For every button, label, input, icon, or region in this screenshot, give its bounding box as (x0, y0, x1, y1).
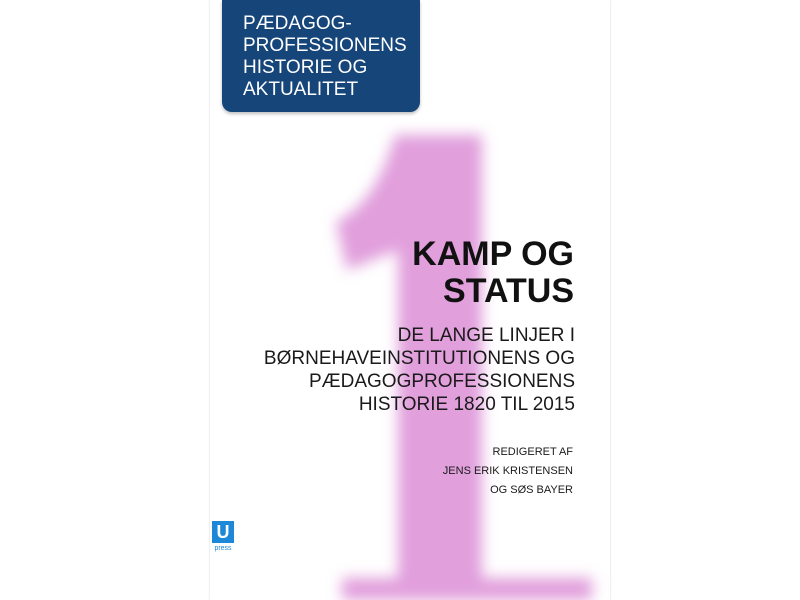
book-subtitle-line: HISTORIE 1820 TIL 2015 (358, 394, 575, 415)
book-title-line: KAMP OG (412, 235, 574, 273)
editors-credit-line: REDIGERET AF (492, 446, 573, 458)
book-subtitle-line: BØRNEHAVEINSTITUTIONENS OG (263, 348, 575, 369)
book-subtitle-line: PÆDAGOGPROFESSIONENS (308, 371, 575, 392)
editors-credit (310, 443, 573, 500)
series-title-line: PROFESSIONENS (243, 35, 407, 56)
book-title-line: STATUS (443, 272, 574, 310)
editors-credit-line: OG SØS BAYER (490, 484, 573, 496)
book-subtitle (230, 324, 575, 416)
series-title (243, 13, 428, 101)
series-title-line: AKTUALITET (243, 79, 359, 100)
editors-credit-line: JENS ERIK KRISTENSEN (442, 465, 573, 477)
series-title-line: HISTORIE OG (243, 57, 368, 78)
book-subtitle-line: DE LANGE LINJER I (397, 325, 575, 346)
publisher-logo (212, 521, 234, 543)
series-band (222, 0, 420, 112)
series-title-line: PÆDAGOG- (243, 13, 352, 34)
book-title (310, 236, 574, 310)
publisher-logo-letter: U (216, 522, 230, 542)
book-cover (210, 0, 610, 600)
publisher-logo-word: press (214, 545, 232, 552)
